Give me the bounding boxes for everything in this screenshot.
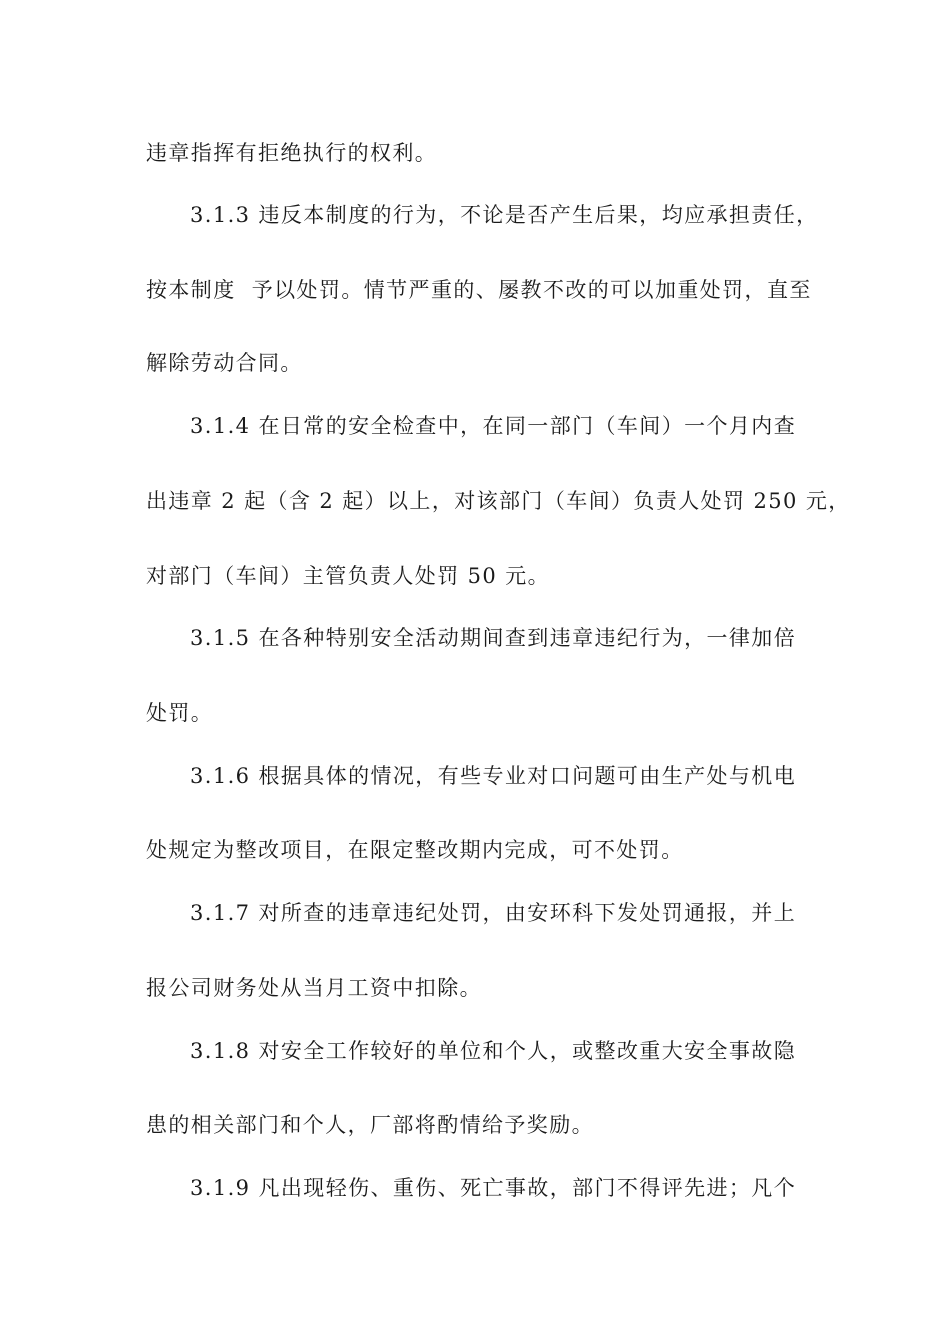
text-line: 解除劳动合同。 <box>146 351 303 375</box>
text-line: 处罚。 <box>146 701 214 725</box>
text-line: 报公司财务处从当月工资中扣除。 <box>146 976 482 1000</box>
text-line: 对部门（车间）主管负责人处罚 50 元。 <box>146 564 551 588</box>
text-line: 患的相关部门和个人，厂部将酌情给予奖励。 <box>146 1113 594 1137</box>
clause-3-1-3: 3.1.3 违反本制度的行为，不论是否产生后果，均应承担责任， <box>190 203 819 227</box>
text-line: 按本制度 予以处罚。情节严重的、屡教不改的可以加重处罚，直至 <box>146 278 812 302</box>
clause-3-1-7: 3.1.7 对所查的违章违纪处罚，由安环科下发处罚通报，并上 <box>190 901 797 925</box>
text-line: 处规定为整改项目，在限定整改期内完成，可不处罚。 <box>146 838 684 862</box>
clause-3-1-9: 3.1.9 凡出现轻伤、重伤、死亡事故，部门不得评先进；凡个 <box>190 1176 797 1200</box>
text-line: 违章指挥有拒绝执行的权利。 <box>146 141 438 165</box>
clause-3-1-6: 3.1.6 根据具体的情况，有些专业对口问题可由生产处与机电 <box>190 764 797 788</box>
clause-3-1-4: 3.1.4 在日常的安全检查中，在同一部门（车间）一个月内查 <box>190 414 797 438</box>
clause-3-1-8: 3.1.8 对安全工作较好的单位和个人，或整改重大安全事故隐 <box>190 1039 797 1063</box>
clause-3-1-5: 3.1.5 在各种特别安全活动期间查到违章违纪行为，一律加倍 <box>190 626 797 650</box>
text-line: 出违章 2 起（含 2 起）以上，对该部门（车间）负责人处罚 250 元， <box>146 489 851 513</box>
